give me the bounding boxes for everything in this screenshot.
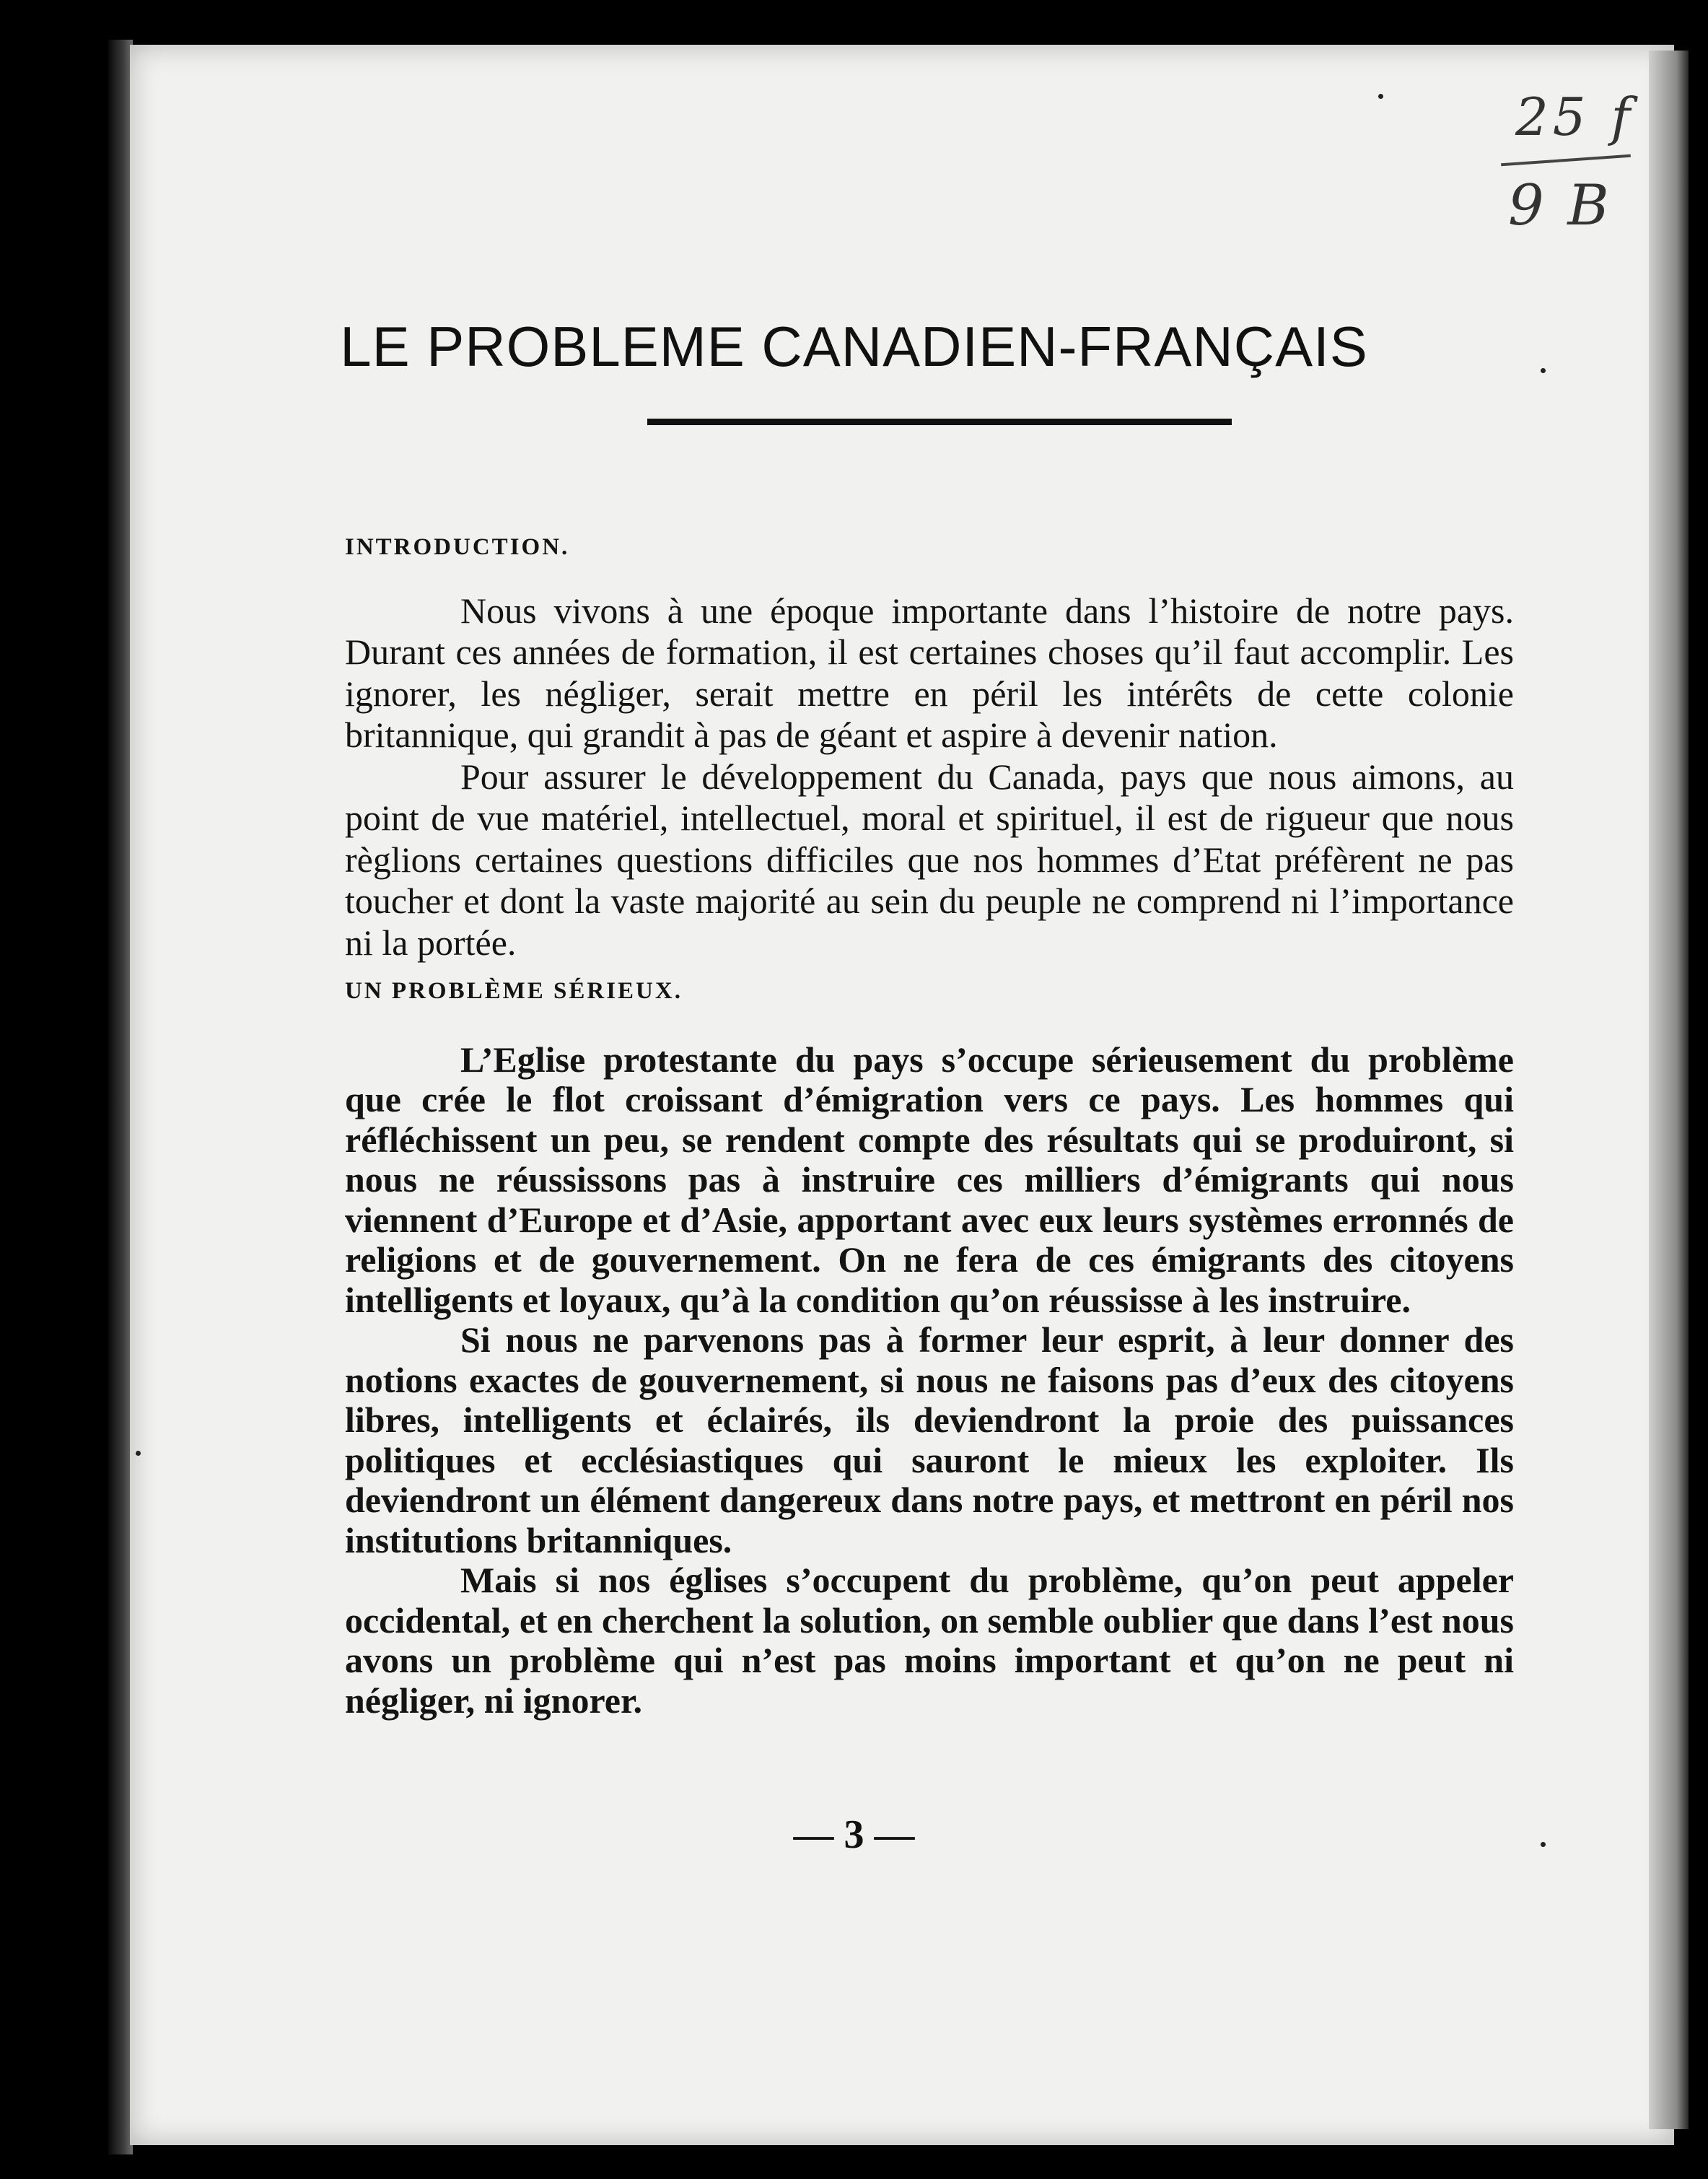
page-title: LE PROBLEME CANADIEN-FRANÇAIS — [340, 315, 1368, 378]
handwritten-number-bottom: 9 B — [1508, 173, 1612, 238]
paragraph-intro-2: Pour assurer le développement du Canada, pays que nous aimons, au point de vue matériel, intellectuel, moral et spirituel, il est de rigueur que nous règlions certaines questions difficiles que nos hommes d’Etat préfèrent ne pas toucher et dont la vaste majorité au sein du peuple ne comprend ni l’importance ni la portée. — [345, 756, 1514, 963]
dust-speck — [1378, 94, 1383, 99]
dust-speck — [1541, 1842, 1546, 1847]
section-heading-probleme-serieux: UN PROBLÈME SÉRIEUX. — [345, 978, 683, 1004]
paragraph-serieux-2: Si nous ne parvenons pas à former leur esprit, à leur donner des notions exactes de gouvernement, si nous ne faisons pas d’eux des citoyens libres, intelligents et éclairés, ils deviendront la proie des puissances politiques et ecclésiastiques qui sauront le mieux les exploiter. Ils deviendront un élément dangereux dans notre pays, et mettront en péril nos institutions britanniques. — [345, 1319, 1514, 1560]
paragraph-serieux-1: L’Eglise protestante du pays s’occupe sérieusement du problème que crée le flot croissant d’émigration vers ce pays. Les hommes qui réfléchissent un peu, se rendent compte des résultats qui se produiront, si nous ne réussissons pas à instruire ces milliers d’émigrants qui nous viennent d’Europe et d’Asie, apportant avec eux leurs systèmes erronnés de religions et de gouvernement. On ne fera de ces émigrants des citoyens intelligents et loyaux, qu’à la condition qu’on réussisse à les instruire. — [345, 1039, 1514, 1320]
page-number: — 3 — — [793, 1812, 915, 1857]
handwritten-divider — [1501, 154, 1631, 167]
handwritten-annotation — [1501, 87, 1638, 253]
paragraph-intro-1: Nous vivons à une époque importante dans l’histoire de notre pays. Durant ces années de formation, il est certaines choses qu’il faut accomplir. Les ignorer, les négliger, serait mettre en péril les intérêts de cette colonie britannique, qui grandit à pas de géant et aspire à devenir nation. — [345, 590, 1514, 755]
paragraph-serieux-3: Mais si nos églises s’occupent du problème, qu’on peut appeler occidental, et en cherchent la solution, on semble oublier que dans l’est nous avons un problème qui n’est pas moins important et qu’on ne peut ni négliger, ni ignorer. — [345, 1560, 1514, 1721]
dust-speck — [136, 1451, 141, 1456]
section-heading-introduction: INTRODUCTION. — [345, 534, 570, 560]
article-body — [345, 527, 1514, 1721]
dust-speck — [1541, 368, 1546, 373]
handwritten-number-top: 25 f — [1515, 87, 1635, 147]
title-underline — [647, 419, 1232, 425]
